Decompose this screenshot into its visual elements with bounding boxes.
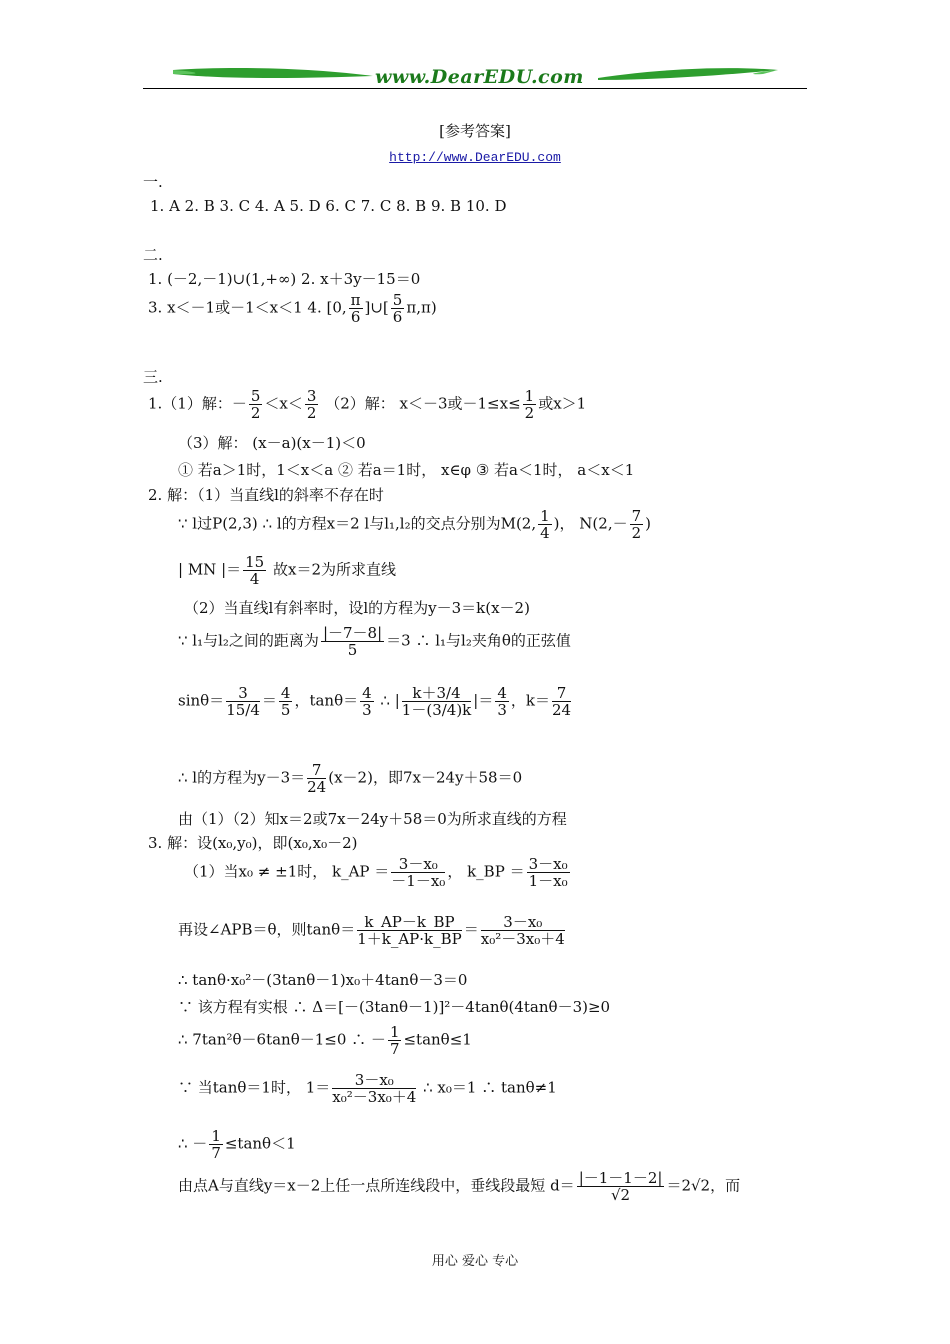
page-footer: 用心 爱心 专心 (431, 1254, 519, 1269)
section-2-line-2: 3. x＜－1或－1＜x＜1 4. [0, $\frac{\pi}{6}$ ]∪[ $\frac{5}{6}$ π,π) (148, 291, 437, 326)
section-2-line-1: 1. (－2,－1)∪(1,+∞) 2. x＋3y－15＝0 (148, 270, 421, 288)
problem-2-line-4: （2）当直线l有斜率时，设l的方程为y－3＝k(x－2) (184, 599, 530, 617)
problem-2-line-2: ∵ l过P(2,3) ∴ l的方程x＝2 l与l₁,l₂的交点分别为M(2, $\frac{1}{4}$ )， N(2,－ $\frac{7}{2}$ ) (178, 507, 651, 542)
problem-2-line-7: ∴ l的方程为y－3＝ $\frac{7}{24}$ (x－2)，即7x－24y＋58＝0 (178, 761, 523, 796)
problem-3-line-4: ∴ tanθ·x₀²－(3tanθ－1)x₀＋4tanθ－3＝0 (178, 971, 468, 989)
problem-3-line-3: 再设∠APB＝θ，则tanθ＝ $\frac{k\_AP-k\_BP}{1+k\_AP\cdot k\_BP}$ ＝ $\frac{\text{3－x₀}}{\text{x₀²－3x₀＋4}}$ (178, 913, 565, 948)
problem-3-line-9: 由点A与直线y＝x－2上任一点所连线段中，垂线段最短 d＝ $\frac{|-1-1-2|}{√2}$ ＝2√2，而 (178, 1169, 741, 1204)
section-1-heading: 一. (143, 173, 163, 191)
answer-url-link[interactable]: http://www.DearEDU.com (389, 150, 561, 165)
problem-3-line-2: （1）当x₀ ≠ ±1时， k_AP ＝ $\frac{\text{3－x₀}}{\text{－1－x₀}}$ ， k_BP ＝ $\frac{\text{3－x₀}}{\text{1－x₀}}$ (184, 855, 568, 890)
problem-2-line-6: sinθ＝ $\frac{3}{15/4}$ ＝ $\frac{4}{5}$ ，tanθ＝ $\frac{4}{3}$ ∴ | $\frac{k+3/4}{1-(3/4)k}$ |＝ $\frac{4}{3}$ ，k＝ $\frac{7}{24}$ (178, 684, 572, 719)
site-logo-text: www.DearEDU.com (375, 66, 584, 88)
problem-1-line-3: （3）解： (x－a)(x－1)＜0 (178, 434, 366, 452)
problem-3-line-6: ∴ 7tan²θ－6tanθ－1≤0 ∴ － $\frac{1}{7}$ ≤tanθ≤1 (178, 1023, 472, 1058)
problem-3-line-5: ∵ 该方程有实根 ∴ Δ＝[－(3tanθ－1)]²－4tanθ(4tanθ－3)≥0 (178, 998, 611, 1016)
problem-2-line-8: 由（1）（2）知x＝2或7x－24y＋58＝0为所求直线的方程 (178, 810, 567, 828)
problem-2-line-5: ∵ l₁与l₂之间的距离为 $\frac{|-7-8|}{5}$ ＝3 ∴ l₁与l₂夹角θ的正弦值 (178, 624, 571, 659)
problem-2-line-1: 2. 解：（1）当直线l的斜率不存在时 (148, 486, 384, 504)
answer-url-wrap (0, 149, 950, 167)
problem-3-line-1: 3. 解：设(x₀,y₀)，即(x₀,x₀－2) (148, 834, 358, 852)
problem-3-line-8: ∴ － $\frac{1}{7}$ ≤tanθ＜1 (178, 1127, 296, 1162)
problem-3-line-7: ∵ 当tanθ＝1时， 1＝ $\frac{\text{3－x₀}}{\text{x₀²－3x₀＋4}}$ ∴ x₀＝1 ∴ tanθ≠1 (178, 1071, 557, 1106)
section-2-heading: 二. (143, 246, 163, 264)
section-3-heading: 三. (143, 368, 163, 386)
header-rule (143, 88, 807, 89)
problem-2-line-3: | MN |＝ $\frac{15}{4}$ 故x＝2为所求直线 (178, 553, 397, 588)
problem-1-line-4: ① 若a＞1时，1＜x＜a ② 若a＝1时， x∈φ ③ 若a＜1时， a＜x＜1 (178, 461, 635, 479)
section-1-answers: 1. A 2. B 3. C 4. A 5. D 6. C 7. C 8. B 9. B 10. D (150, 197, 507, 215)
answer-title: [参考答案] (439, 122, 511, 140)
problem-1-line-1: 1.（1）解：－ $\frac{5}{2}$ ＜x＜ $\frac{3}{2}$ （2）解： x＜－3或－1≤x≤ $\frac{1}{2}$ 或x＞1 (148, 387, 587, 422)
